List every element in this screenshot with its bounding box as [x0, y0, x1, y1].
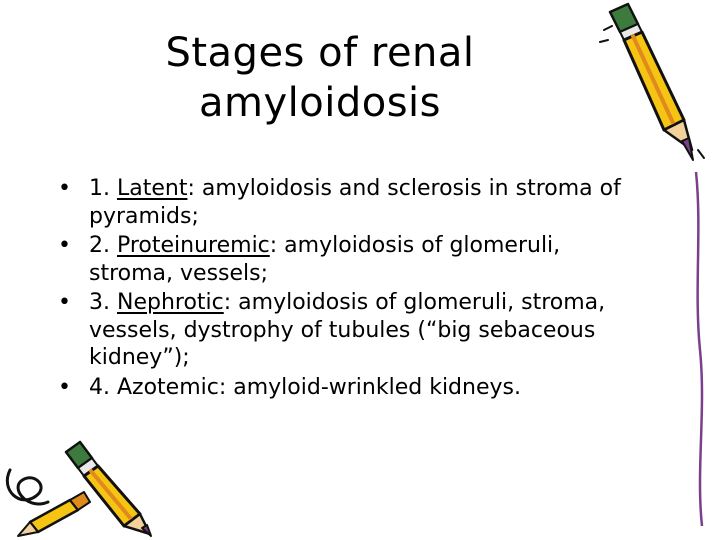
bullet-icon: • — [58, 176, 71, 201]
item-number: 4. — [89, 374, 117, 400]
list-item — [58, 374, 648, 402]
list-item — [58, 289, 648, 372]
stages-list — [58, 175, 648, 401]
item-term: Latent — [116, 176, 188, 201]
pencil-icon — [598, 0, 708, 175]
item-term: Nephrotic — [116, 290, 224, 315]
pencil-tip — [682, 138, 693, 160]
item-term: Proteinuremic — [116, 233, 270, 258]
item-text: : amyloidosis of glomeruli, stroma, vessels; — [89, 233, 561, 286]
bullet-icon: • — [58, 233, 71, 258]
item-text: Azotemic: amyloid-wrinkled kidneys. — [116, 374, 521, 400]
pencil-tip — [142, 525, 151, 536]
item-text: : amyloidosis and sclerosis in stroma of pyramids; — [89, 176, 621, 229]
slide-title-line-1: Stages of renal — [165, 30, 475, 76]
scribble-line — [690, 170, 714, 530]
item-number: 2. — [89, 233, 117, 258]
slide-title-line-2: amyloidosis — [198, 80, 441, 126]
pencil-icon — [0, 430, 155, 540]
item-number: 3. — [89, 290, 117, 315]
bullet-icon: • — [58, 374, 71, 400]
list-item — [58, 175, 648, 230]
list-item — [58, 232, 648, 287]
item-text: : amyloidosis of glomeruli, stroma, vessels, dystrophy of tubules (“big sebaceous kidney”); — [89, 290, 606, 370]
slide-title — [120, 28, 520, 128]
bullet-icon: • — [58, 290, 71, 315]
item-number: 1. — [89, 176, 117, 201]
